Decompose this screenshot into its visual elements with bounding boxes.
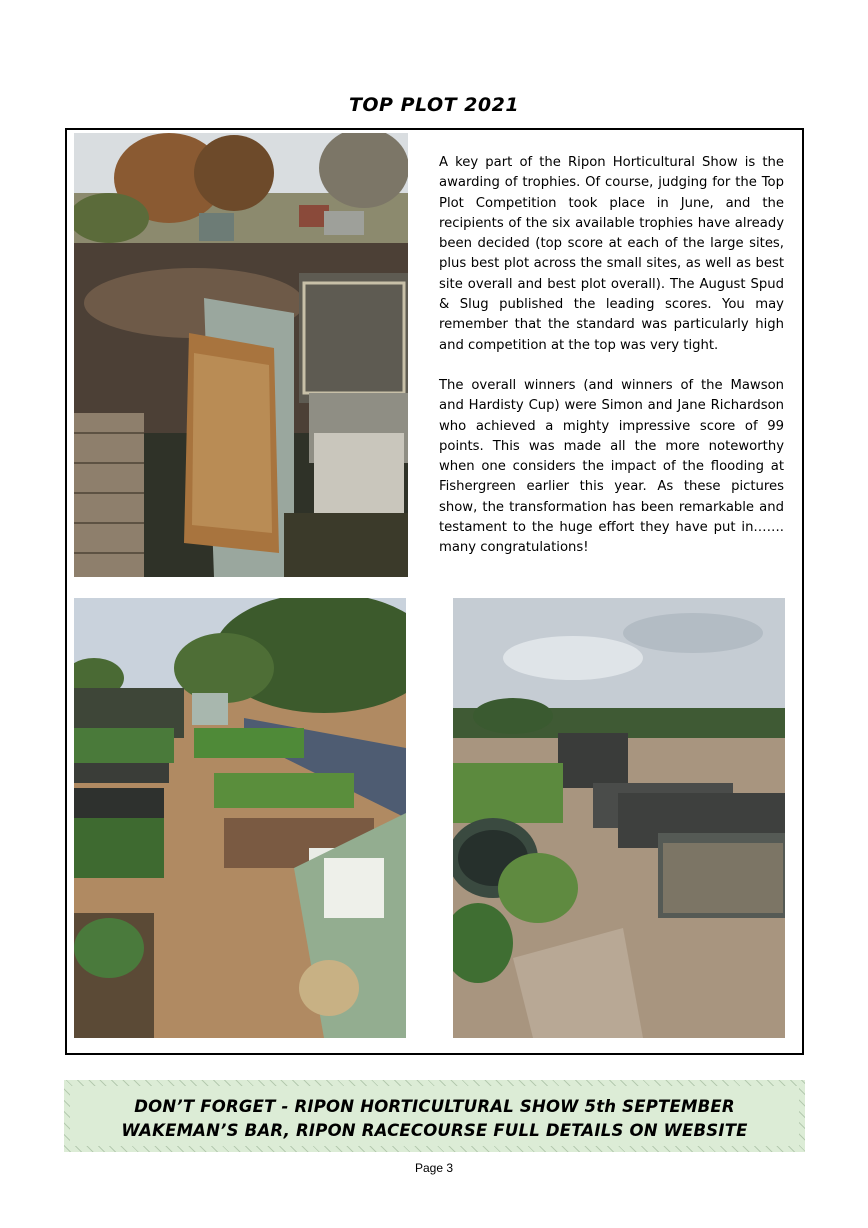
page-title: TOP PLOT 2021 xyxy=(348,94,520,116)
banner-line-2: WAKEMAN’S BAR, RIPON RACECOURSE FULL DETAILS ON WEBSITE xyxy=(121,1121,748,1140)
restored-plot-pond-photo xyxy=(453,598,785,1038)
page-number: Page 3 xyxy=(414,1161,454,1175)
banner-line-1: DON’T FORGET - RIPON HORTICULTURAL SHOW 5th SEPTEMBER xyxy=(134,1097,735,1116)
flooded-plot-photo xyxy=(74,133,408,577)
restored-plot-bench-photo xyxy=(74,598,406,1038)
event-reminder-banner xyxy=(64,1080,805,1152)
article-text xyxy=(439,153,784,579)
banner-panel xyxy=(70,1086,799,1146)
article-paragraph: The overall winners (and winners of the Mawson and Hardisty Cup) were Simon and Jane Richardson who achieved a mighty impressive score of 99 points. This was made all the more noteworthy when one considers the impact of the flooding at Fishergreen earlier this year. As these pictures show, the transformation has been remarkable and testament to the huge effort they have put in……. many congratulations! xyxy=(439,377,784,556)
article-paragraph: A key part of the Ripon Horticultural Show is the awarding of trophies. Of course, judging for the Top Plot Competition took place in June, and the recipients of the six available trophies have already been decided (top score at each of the large sites, plus best plot across the small sites, as well as best site overall and best plot overall). The August Spud & Slug published the leading scores. You may remember that the standard was particularly high and competition at the top was very tight. xyxy=(439,155,784,353)
